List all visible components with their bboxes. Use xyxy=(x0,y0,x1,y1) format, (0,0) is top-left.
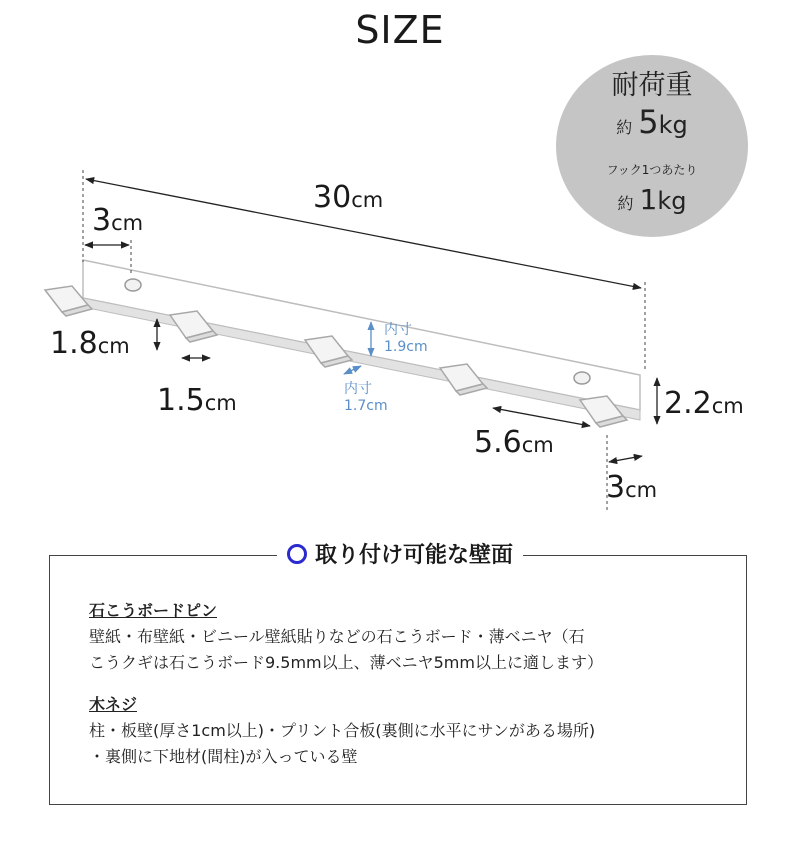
wall-item-line: こうクギは石こうボード9.5mm以上、薄ベニヤ5mm以上に適します） xyxy=(89,653,603,672)
per-hook-unit: kg xyxy=(657,187,687,215)
per-hook-label: フック1つあたり xyxy=(606,163,698,177)
wall-item-gypsum-pin xyxy=(89,598,603,676)
page-title: SIZE xyxy=(355,8,445,52)
wall-section-title: 取り付け可能な壁面 xyxy=(0,538,800,569)
dim-inner-depth: 内寸 1.7cm xyxy=(344,381,388,414)
dim-right-offset: 3cm xyxy=(606,470,658,505)
wall-item-line: 柱・板壁(厚さ1cm以上)・プリント合板(裏側に水平にサンがある場所) xyxy=(89,721,596,740)
dim-inner-height: 内寸 1.9cm xyxy=(384,322,428,355)
circle-icon xyxy=(287,544,307,564)
wall-item-line: ・裏側に下地材(間柱)が入っている壁 xyxy=(89,747,358,766)
arrow-right-offset xyxy=(609,456,642,462)
total-load-value: 5 xyxy=(638,103,659,141)
dim-hook-pitch: 5.6cm xyxy=(474,425,554,460)
per-hook-value: 1 xyxy=(639,183,658,216)
screw-hole-left xyxy=(125,279,141,291)
load-capacity-label: 耐荷重 xyxy=(611,70,693,101)
wall-item-heading: 木ネジ xyxy=(89,695,138,714)
wall-item-wood-screw xyxy=(89,692,595,770)
total-load-unit: kg xyxy=(658,111,688,139)
total-load-prefix: 約 xyxy=(616,118,633,137)
dim-left-offset: 3cm xyxy=(92,203,144,238)
per-hook-prefix: 約 xyxy=(617,194,634,213)
dim-hook-width: 1.5cm xyxy=(157,383,237,418)
dim-hook-height: 1.8cm xyxy=(50,326,130,361)
wall-item-heading: 石こうボードピン xyxy=(89,601,218,620)
screw-hole-right xyxy=(574,372,590,384)
arrow-hook-pitch xyxy=(493,408,590,426)
wall-item-line: 壁紙・布壁紙・ビニール壁紙貼りなどの石こうボード・薄ベニヤ（石 xyxy=(89,627,585,646)
dim-plate-height: 2.2cm xyxy=(664,386,744,421)
arrow-inner-depth xyxy=(344,366,361,374)
dim-total-length: 30cm xyxy=(313,180,384,215)
